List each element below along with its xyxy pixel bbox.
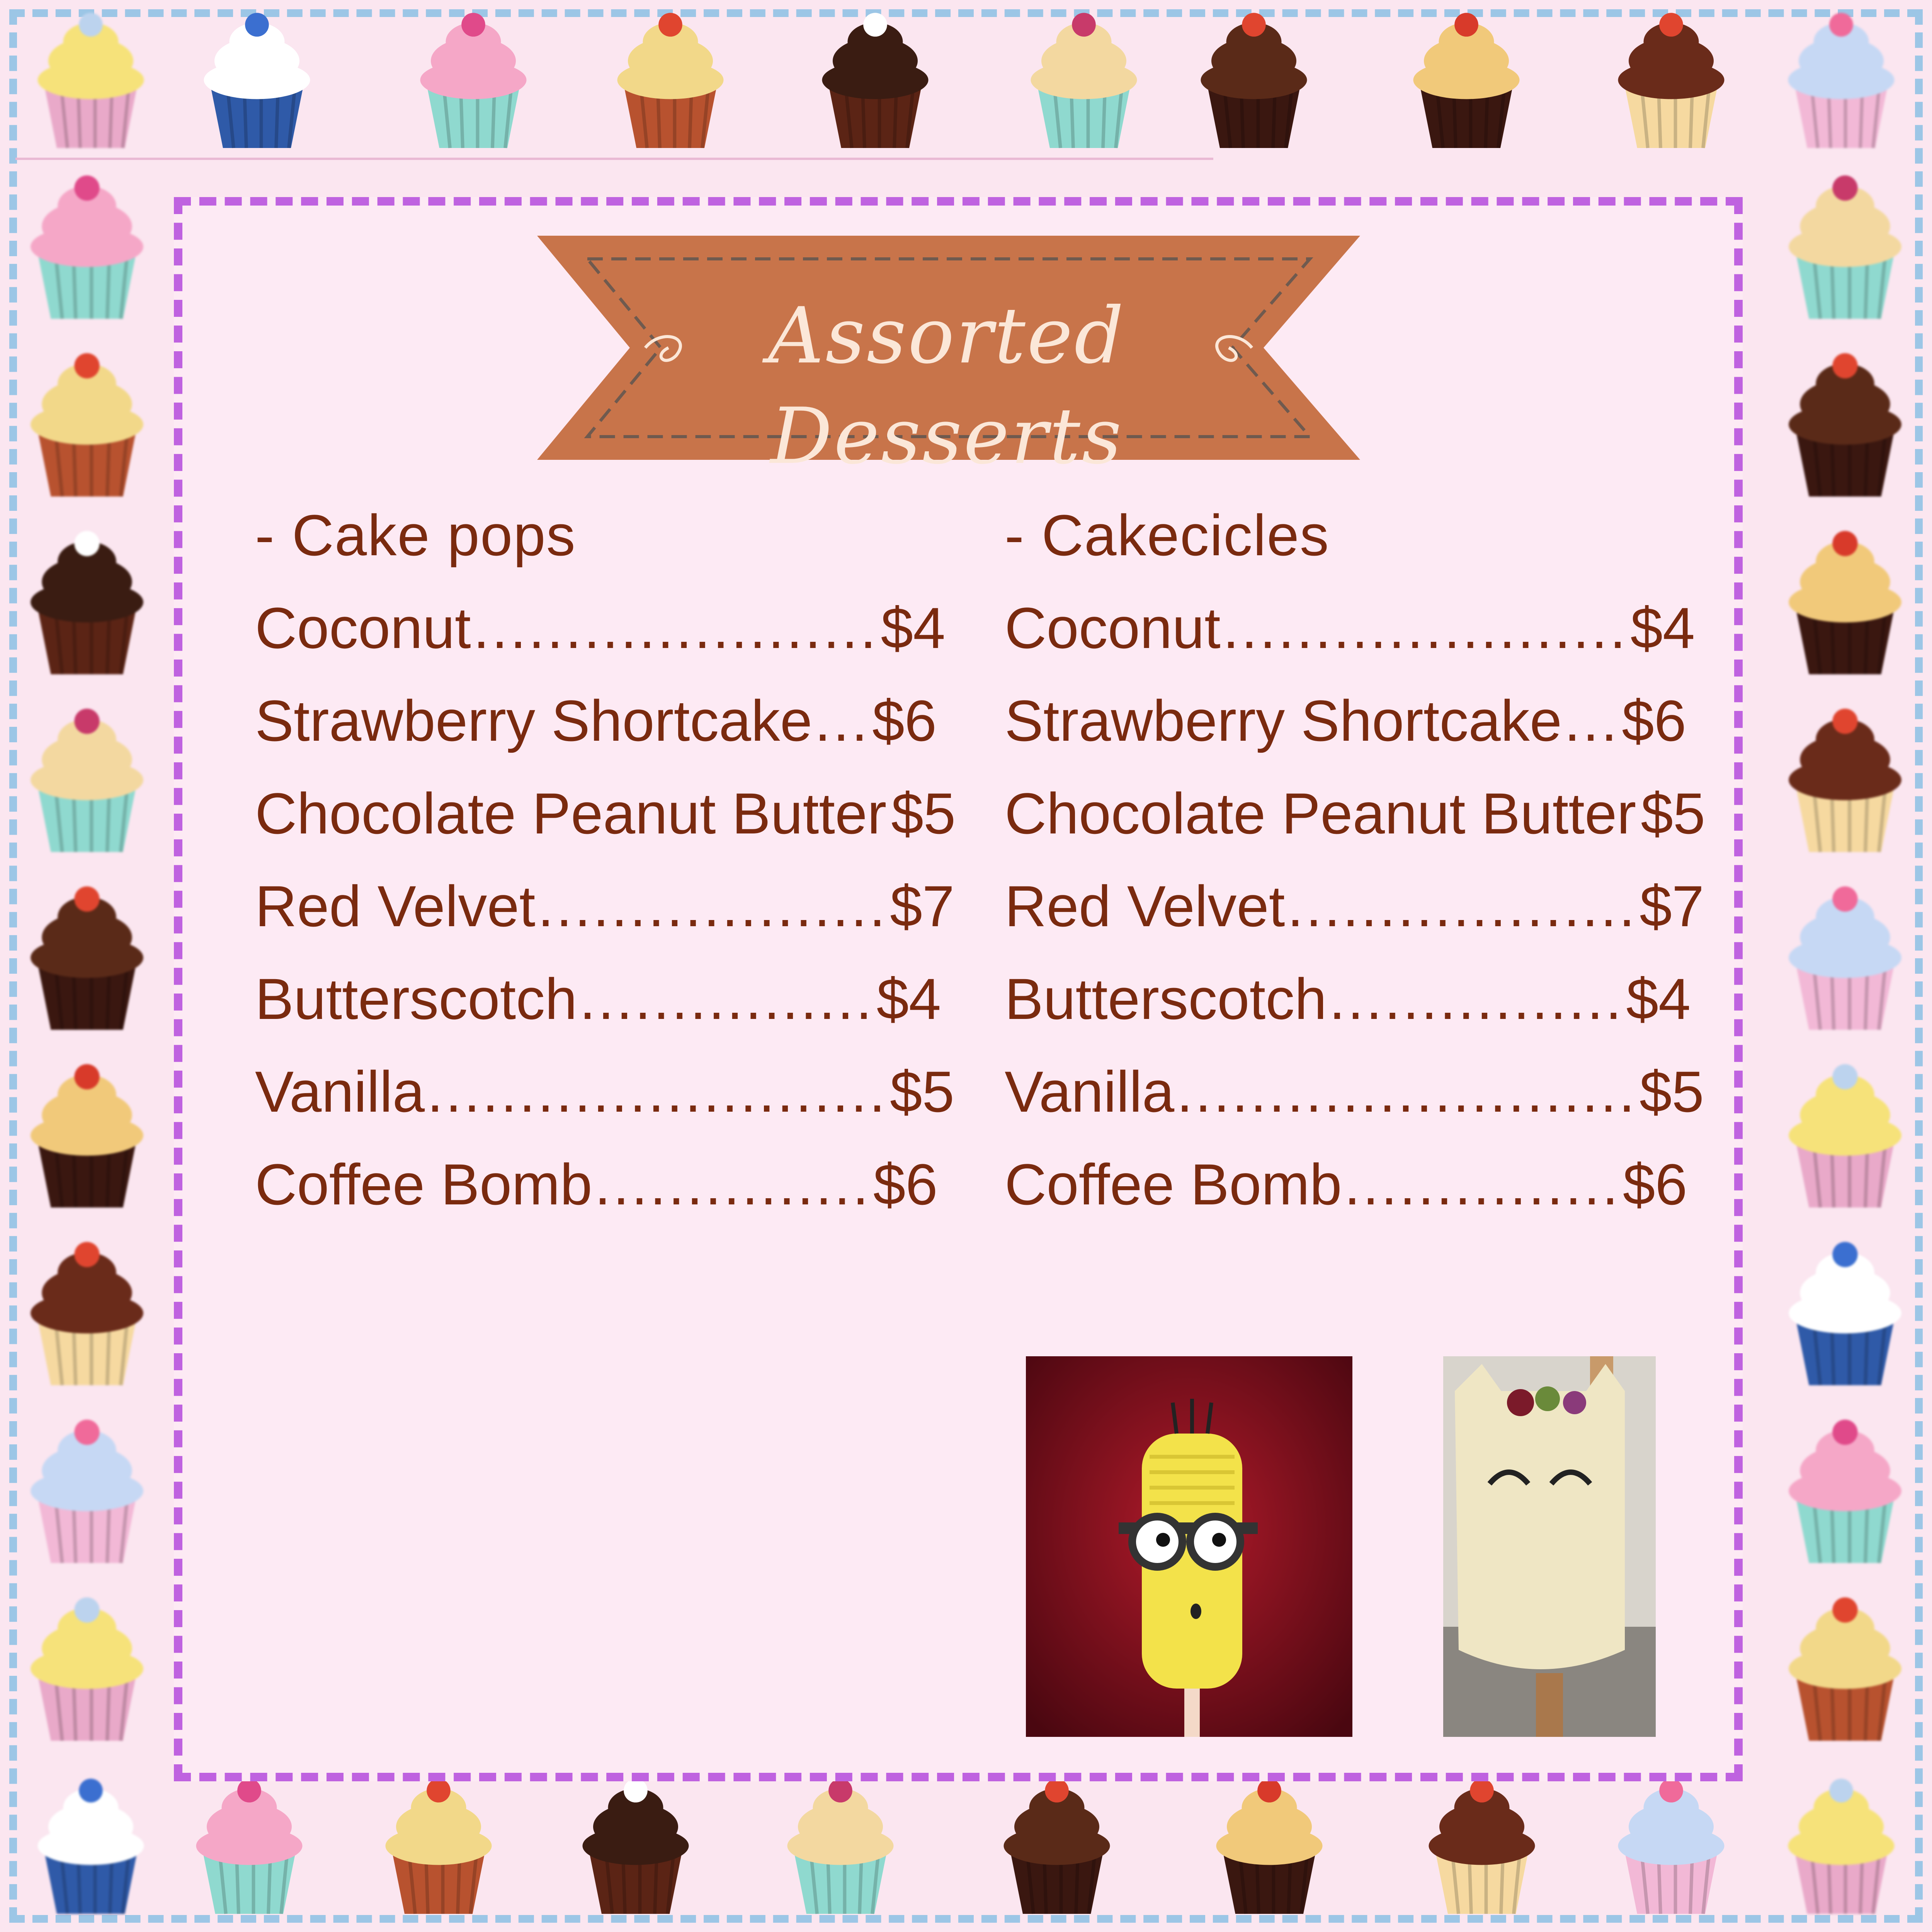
menu-item-leader-dots: ............... (594, 1152, 871, 1217)
cupcake-icon (811, 8, 939, 152)
cupcake-icon (1020, 8, 1148, 152)
menu-item-leader-dots: ... (815, 688, 870, 753)
cupcake-icon (19, 703, 155, 857)
menu-item-price: $5 (891, 781, 956, 846)
cupcake-icon (19, 1236, 155, 1390)
menu-item (255, 1151, 938, 1244)
cupcake-icon (1777, 1414, 1913, 1568)
cupcake-icon (1777, 526, 1913, 679)
menu-item-price: $7 (1639, 874, 1704, 939)
menu-item-name: Chocolate Peanut Butter (1005, 781, 1636, 846)
cupcake-icon (19, 526, 155, 679)
cupcake-icon (1418, 1774, 1546, 1918)
menu-item-name: Strawberry Shortcake (1005, 688, 1562, 753)
menu-item (1005, 873, 1704, 966)
menu-item (255, 781, 956, 873)
cupcake-icon (19, 348, 155, 501)
cupcake-icon (1777, 1059, 1913, 1212)
cupcake-icon (777, 1774, 904, 1918)
cupcake-icon (1777, 1774, 1905, 1918)
menu-item-leader-dots: ................... (1287, 874, 1638, 939)
menu-item-price: $4 (1630, 595, 1695, 660)
menu-item-name: Butterscotch (255, 966, 577, 1031)
cupcake-icon (1206, 1774, 1333, 1918)
cupcake-icon (19, 881, 155, 1034)
cupcake-icon (410, 8, 537, 152)
menu-item-name: Coconut (1005, 595, 1221, 660)
cupcake-icon (19, 1059, 155, 1212)
menu-item-leader-dots: ............... (1344, 1152, 1621, 1217)
banner-title: Assorted Desserts (768, 291, 1126, 481)
menu-item-leader-dots: ................... (537, 874, 888, 939)
cupcake-icon (19, 170, 155, 323)
cupcake-icon (1607, 8, 1735, 152)
menu-item (1005, 688, 1687, 781)
menu-item-name: Strawberry Shortcake (255, 688, 813, 753)
menu-item (1005, 966, 1691, 1059)
cupcake-icon (1777, 348, 1913, 501)
cake-pops-heading: - Cake pops (255, 503, 576, 568)
cupcake-icon (1777, 1592, 1913, 1745)
menu-item-leader-dots: ................ (579, 966, 874, 1031)
menu-item-price: $4 (881, 595, 946, 660)
menu-item-name: Red Velvet (1005, 874, 1285, 939)
menu-item (1005, 1059, 1704, 1151)
menu-item-name: Vanilla (255, 1059, 425, 1124)
menu-item-name: Chocolate Peanut Butter (255, 781, 887, 846)
menu-item-price: $7 (890, 874, 955, 939)
cupcake-icon (185, 1774, 313, 1918)
menu-item-price: $5 (1641, 781, 1706, 846)
menu-item-price: $6 (1622, 688, 1687, 753)
menu-item-leader-dots: ...................... (473, 595, 879, 660)
menu-item-name: Red Velvet (255, 874, 536, 939)
cakecicles-heading: - Cakecicles (1005, 503, 1330, 568)
cupcake-icon (1190, 8, 1318, 152)
menu-item-leader-dots: ......................... (1177, 1059, 1638, 1124)
menu-item (1005, 1151, 1687, 1244)
cupcake-icon (27, 1774, 155, 1918)
cupcake-icon (1777, 881, 1913, 1034)
menu-item (1005, 595, 1695, 688)
cupcake-icon (1607, 1774, 1735, 1918)
cupcake-icon (1777, 8, 1905, 152)
menu-item-name: Vanilla (1005, 1059, 1175, 1124)
menu-item-price: $6 (873, 1152, 938, 1217)
menu-item (255, 966, 941, 1059)
cupcake-icon (572, 1774, 699, 1918)
menu-item-leader-dots: ...................... (1223, 595, 1628, 660)
menu-item (255, 1059, 954, 1151)
menu-item (1005, 781, 1706, 873)
menu-item-leader-dots: ... (1564, 688, 1620, 753)
menu-item-name: Coconut (255, 595, 471, 660)
menu-item-name: Coffee Bomb (255, 1152, 592, 1217)
menu-item-leader-dots: ................ (1329, 966, 1624, 1031)
cupcake-icon (375, 1774, 502, 1918)
cupcake-icon (1777, 703, 1913, 857)
menu-item-leader-dots: ......................... (427, 1059, 888, 1124)
menu-item-price: $6 (1622, 1152, 1687, 1217)
cupcake-icon (193, 8, 321, 152)
cake-pops-menu (255, 502, 956, 1244)
llama-cakecicle-photo (1443, 1356, 1656, 1737)
menu-item (255, 595, 946, 688)
menu-item-name: Butterscotch (1005, 966, 1327, 1031)
cupcake-icon (607, 8, 734, 152)
menu-item-price: $4 (876, 966, 941, 1031)
menu-item (255, 873, 955, 966)
menu-item (255, 688, 937, 781)
top-divider (15, 158, 1213, 160)
cupcake-icon (1403, 8, 1530, 152)
cupcake-icon (19, 1414, 155, 1568)
cupcake-icon (1777, 1236, 1913, 1390)
menu-item-price: $5 (890, 1059, 954, 1124)
cakecicles-menu (1005, 502, 1706, 1244)
menu-item-price: $5 (1639, 1059, 1704, 1124)
menu-item-price: $6 (872, 688, 937, 753)
cupcake-icon (27, 8, 155, 152)
cupcake-icon (19, 1592, 155, 1745)
menu-item-name: Coffee Bomb (1005, 1152, 1342, 1217)
cupcake-icon (1777, 170, 1913, 323)
menu-item-price: $4 (1626, 966, 1691, 1031)
minion-cakecicle-photo (1026, 1356, 1352, 1737)
cupcake-icon (993, 1774, 1121, 1918)
